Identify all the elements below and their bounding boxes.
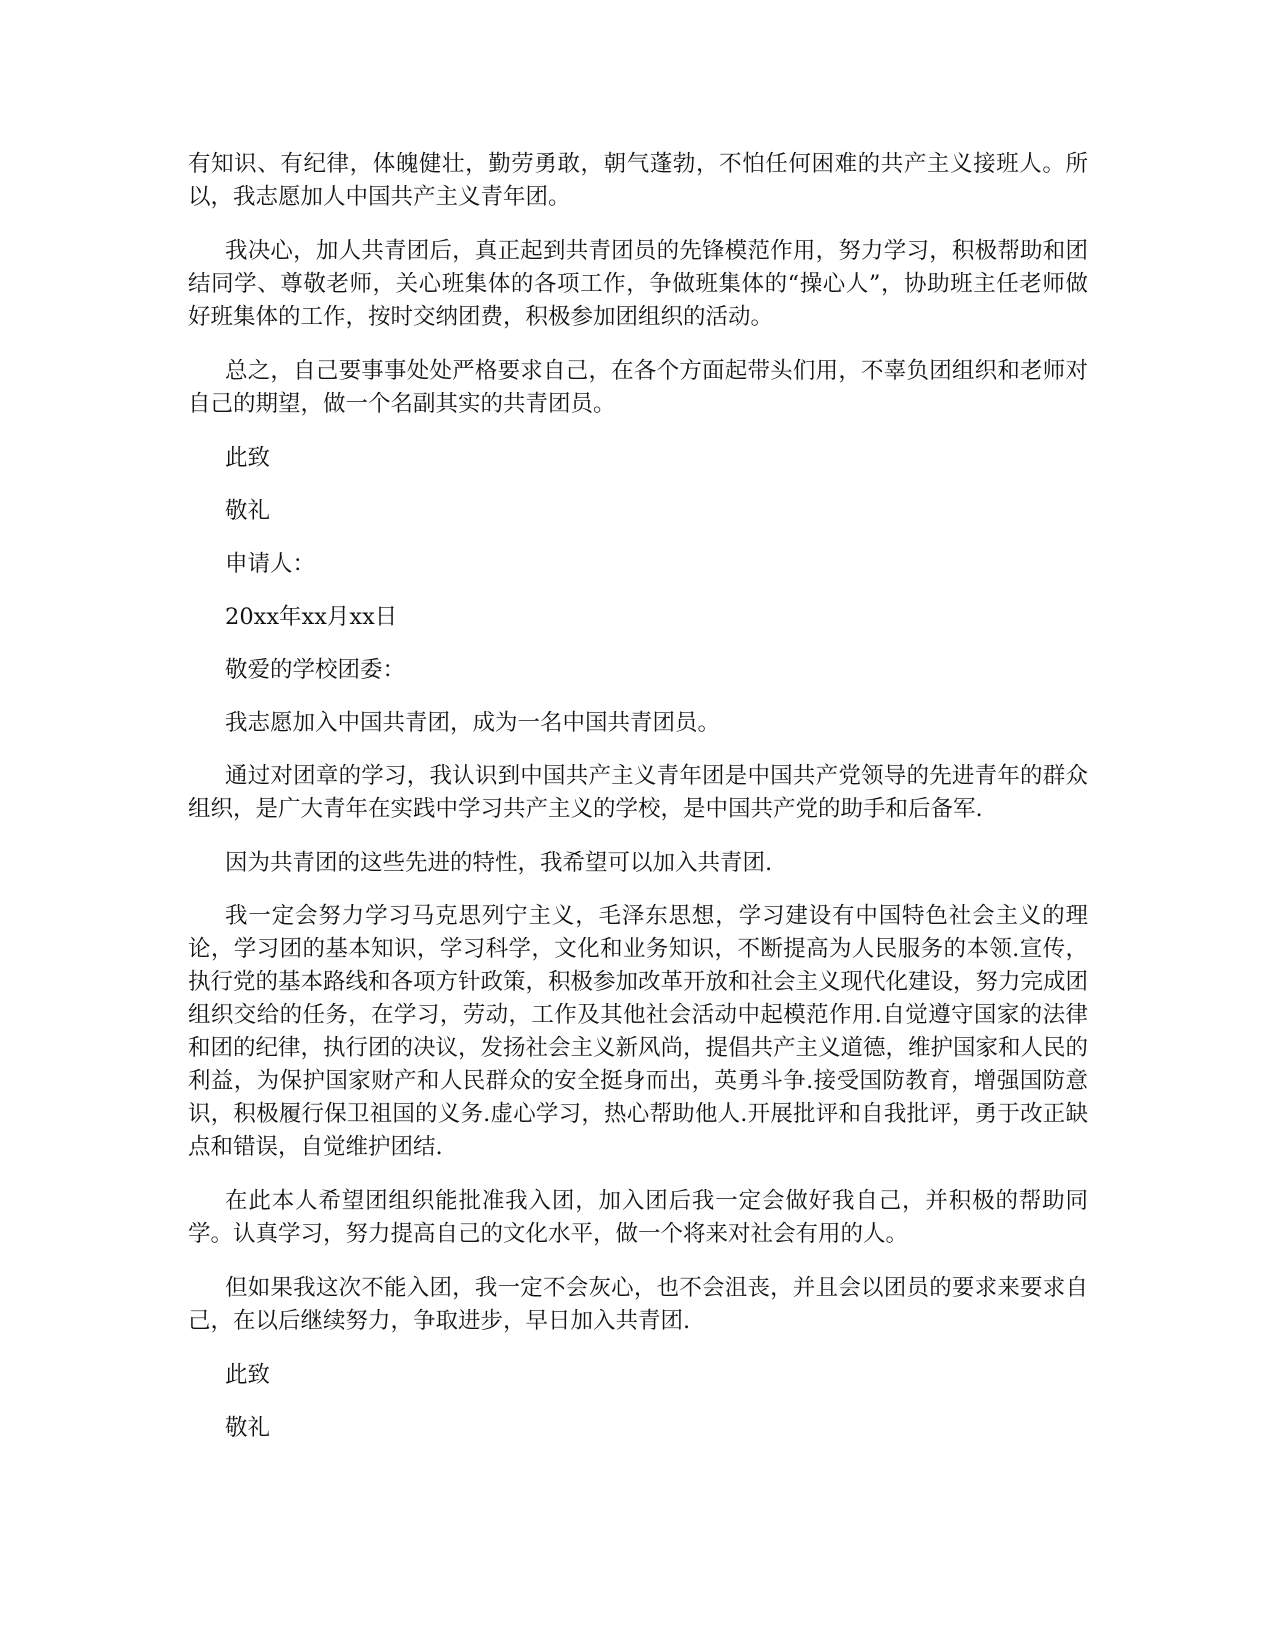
- paragraph-summary: 总之，自己要事事处处严格要求自己，在各个方面起带头们用，不辜负团组织和老师对自己的期望，做一个名副其实的共青团员。: [188, 358, 1088, 417]
- applicant-label: 申请人：: [225, 551, 316, 577]
- closing-salutation: 此致: [225, 445, 271, 471]
- paragraph-resolution: 我决心，加人共青团后，真正起到共青团员的先锋模范作用，努力学习，积极帮助和团结同学、尊敬老师，关心班集体的各项工作，争做班集体的“操心人”，协助班主任老师做好班集体的工作，按时交纳团费，积极参加团组织的活动。: [188, 238, 1088, 330]
- paragraph-perseverance: 但如果我这次不能入团，我一定不会灰心，也不会沮丧，并且会以团员的要求来要求自己，在以后继续努力，争取进步，早日加入共青团.: [188, 1275, 1088, 1334]
- document-body: [188, 148, 1088, 1465]
- letter-greeting: 敬爱的学校团委：: [225, 657, 406, 683]
- closing-regards: 敬礼: [225, 498, 271, 524]
- paragraph-intent: 我志愿加入中国共青团，成为一名中国共青团员。: [225, 710, 721, 736]
- date-line: 20xx年xx月xx日: [225, 604, 398, 630]
- paragraph-continuation: 有知识、有纪律，体魄健壮，勤劳勇敢，朝气蓬勃，不怕任何困难的共产主义接班人。所以，我志愿加人中国共产主义青年团。: [188, 151, 1088, 210]
- paragraph-hope: 在此本人希望团组织能批准我入团，加入团后我一定会做好我自己，并积极的帮助同学。认真学习，努力提高自己的文化水平，做一个将来对社会有用的人。: [188, 1188, 1088, 1247]
- paragraph-understanding: 通过对团章的学习，我认识到中国共产主义青年团是中国共产党领导的先进青年的群众组织，是广大青年在实践中学习共产主义的学校，是中国共产党的助手和后备军.: [188, 763, 1088, 822]
- closing-salutation-2: 此致: [225, 1362, 271, 1388]
- paragraph-reason: 因为共青团的这些先进的特性，我希望可以加入共青团.: [225, 850, 773, 876]
- paragraph-commitment: 我一定会努力学习马克思列宁主义，毛泽东思想，学习建设有中国特色社会主义的理论，学习团的基本知识，学习科学，文化和业务知识，不断提高为人民服务的本领.宣传，执行党的基本路线和各项方针政策，积极参加改革开放和社会主义现代化建设，努力完成团组织交给的任务，在学习，劳动，工作及其他社会活动中起模范作用.自觉遵守国家的法律和团的纪律，执行团的决议，发扬社会主义新风尚，提倡共产主义道德，维护国家和人民的利益，为保护国家财产和人民群众的安全挺身而出，英勇斗争.接受国防教育，增强国防意识，积极履行保卫祖国的义务.虚心学习，热心帮助他人.开展批评和自我批评，勇于改正缺点和错误，自觉维护团结.: [188, 903, 1089, 1160]
- closing-regards-2: 敬礼: [225, 1415, 271, 1441]
